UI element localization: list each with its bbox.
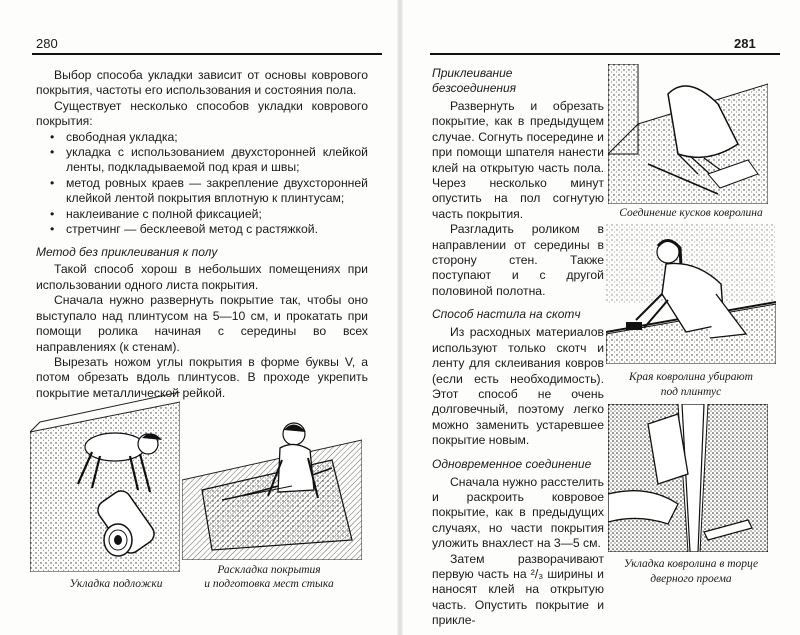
figure-caption: Укладка подложки bbox=[69, 578, 163, 590]
body-paragraph: Развернуть и обрезать покрытие, как в предыдущем случае. Согнуть посередине и при помощи шпателя нанести клей на открытую часть пола. Через несколько минут опустить на пол согнутую часть покрытия. bbox=[432, 99, 604, 221]
figure-caption-line: и подготовка мест стыка bbox=[204, 578, 334, 590]
edge-tucking-illustration bbox=[606, 224, 776, 364]
right-text-column bbox=[432, 66, 604, 629]
list-item: • свободная укладка; bbox=[36, 130, 368, 145]
body-paragraph: Сначала нужно расстелить и раскроить ковровое покрытие, как в предыдущих случаях, но части покрытия уложить внахлест на 3—5 см. bbox=[432, 474, 604, 551]
body-paragraph: Затем разворачивают первую часть на ²/₃ ширины и наносят клей на открытую часть. Опустить покрытие и прикле- bbox=[432, 551, 604, 628]
methods-list bbox=[36, 130, 368, 238]
section-heading: Приклеивание bbox=[432, 66, 513, 80]
carpet-joining-illustration bbox=[608, 64, 768, 204]
section-heading: Способ настила на скотч bbox=[432, 307, 581, 322]
body-paragraph: Вырезать ножом углы покрытия в форме буквы V, а потом обрезать вдоль плинтусов. В проходе укрепить покрытие металлической рейкой. bbox=[36, 354, 368, 400]
doorway-illustration bbox=[608, 404, 768, 552]
page-number-right: 281 bbox=[734, 36, 756, 51]
carpet-layout-illustration bbox=[182, 400, 362, 560]
body-paragraph: Такой способ хорош в небольших помещениях при использовании одного листа покрытия. bbox=[36, 262, 368, 292]
page-number-left: 280 bbox=[36, 36, 58, 51]
body-paragraph: Из расходных материалов используют только скотч и ленту для склеивания ковров (если есть необходимость). Этот способ не очень долговечный, поэтому легко можно заменить устаревшее покрытие новым. bbox=[432, 325, 604, 448]
header-rule-left bbox=[32, 53, 382, 55]
intro-paragraph: Существует несколько способов укладки коврового покрытия: bbox=[36, 98, 368, 129]
body-paragraph: Разгладить роликом в направлении от середины в сторону стен. Также поступают и с другой половиной полотна. bbox=[432, 222, 604, 298]
left-text-column bbox=[36, 68, 368, 401]
figure-caption-line: под плинтус bbox=[660, 386, 722, 398]
header-rule-right bbox=[430, 53, 780, 55]
section-heading: безсоединения bbox=[432, 81, 517, 95]
section-heading: Метод без приклеивания к полу bbox=[36, 245, 218, 260]
list-item: • укладка с использованием двухсторонней клейкой ленты, подкладываемой под края и швы; bbox=[36, 145, 368, 176]
figure-caption-line: Края ковролина убирают bbox=[629, 371, 753, 383]
underlay-illustration bbox=[30, 392, 180, 572]
body-paragraph: Сначала нужно развернуть покрытие так, чтобы оно выступало над плинтусом на 5—10 см, и прокатать при помощи ролика начиная с середины во всех направлениях (к стенам). bbox=[36, 293, 368, 354]
figure-caption-line: дверного проема bbox=[650, 573, 732, 585]
figure-caption: Соединение кусков ковролина bbox=[619, 207, 763, 219]
figure-caption-line: Укладка ковролина в торце bbox=[623, 558, 759, 570]
figure-caption-line: Раскладка покрытия bbox=[217, 564, 321, 576]
list-item: • стретчинг — бесклеевой метод с растяжкой. bbox=[36, 222, 368, 237]
right-page bbox=[400, 0, 800, 635]
list-item: • метод ровных краев — закрепление двухсторонней клейкой лентой покрытия вплотную к плинтусам; bbox=[36, 176, 368, 207]
intro-paragraph: Выбор способа укладки зависит от основы коврового покрытия, частоты его использования и состояния пола. bbox=[36, 68, 368, 98]
section-heading: Одновременное соединение bbox=[432, 456, 592, 471]
list-item: • наклеивание с полной фиксацией; bbox=[36, 207, 368, 222]
